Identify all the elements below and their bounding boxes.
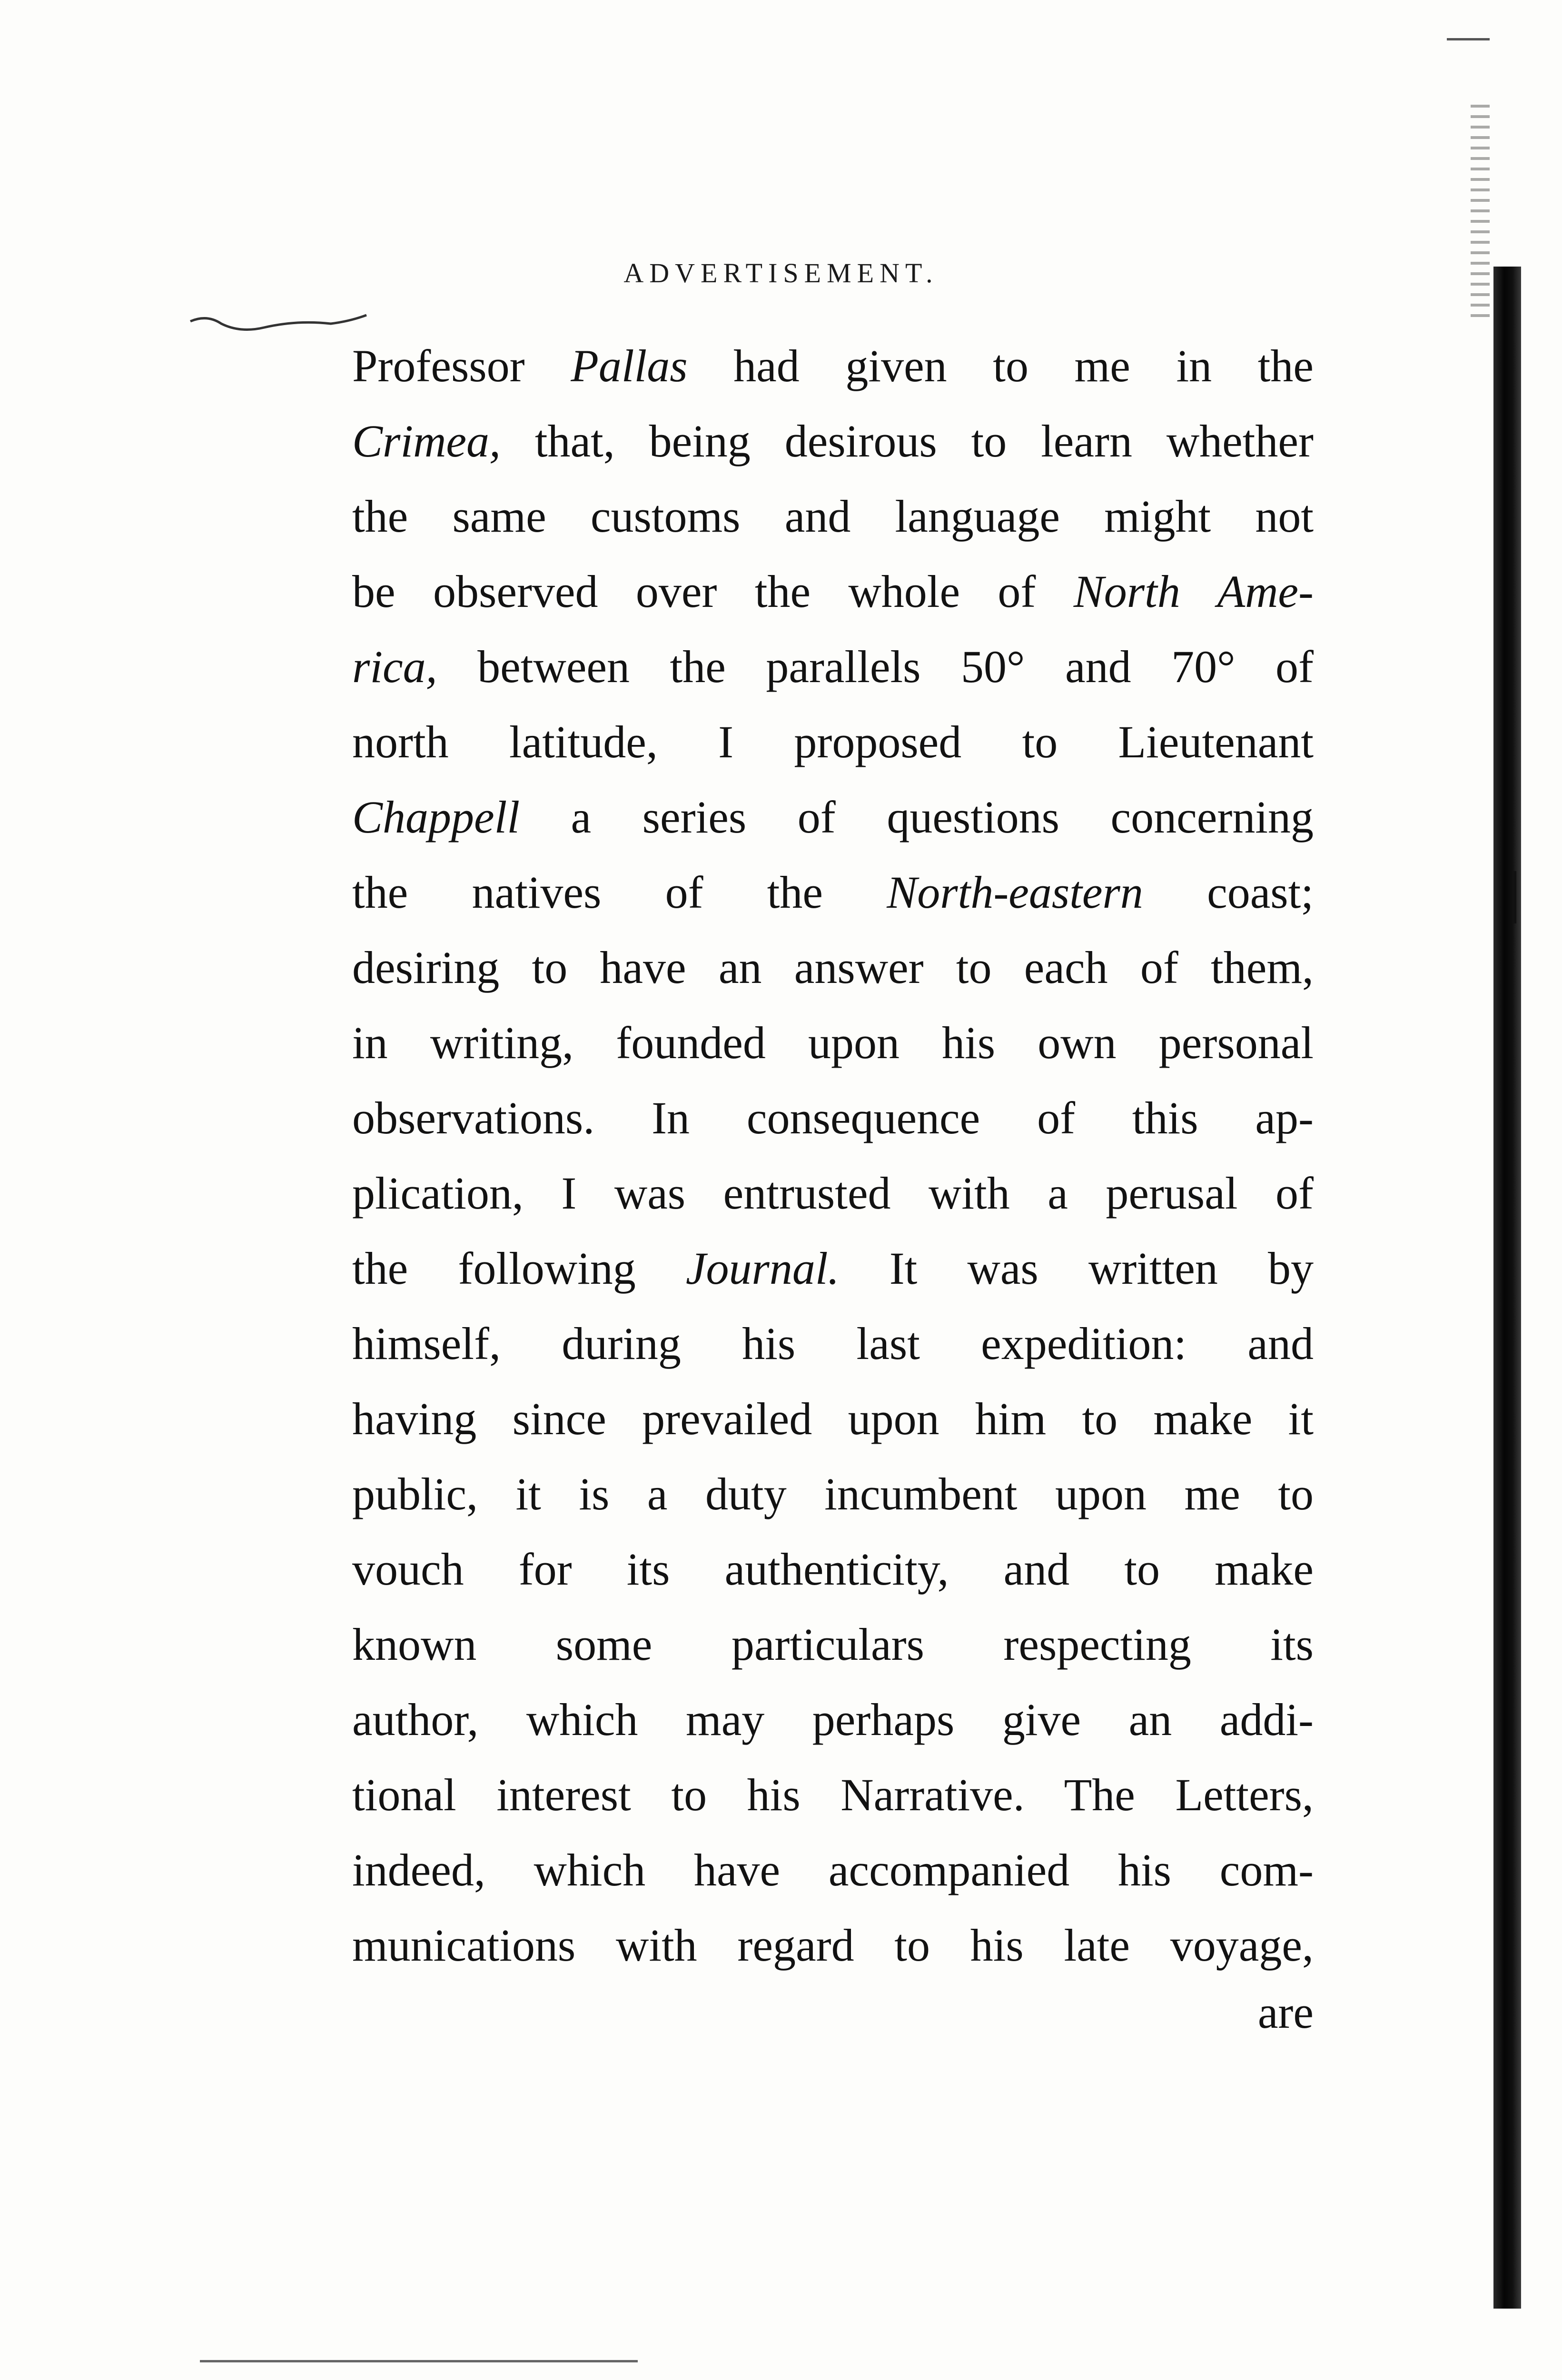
running-head: ADVERTISEMENT. [623,258,939,288]
text-line: munications with regard to his late voyage, [352,1920,1314,1971]
text-line: plication, I was entrusted with a perusal of [352,1168,1314,1219]
text-line: observations. In consequence of this ap- [352,1092,1314,1143]
body-text [352,328,1314,2058]
text-line: north latitude, I proposed to Lieutenant [352,716,1314,767]
text-line: Crimea, that, being desirous to learn whether [352,416,1314,466]
text-line: known some particulars respecting its [352,1619,1314,1670]
text-line: indeed, which have accompanied his com- [352,1844,1314,1895]
text-line: having since prevailed upon him to make it [352,1393,1314,1444]
text-line: desiring to have an answer to each of them, [352,942,1314,993]
text-line: in writing, founded upon his own personal [352,1017,1314,1068]
text-line: author, which may perhaps give an addi- [352,1694,1314,1745]
catchword: are [1257,1987,1314,2038]
bottom-scan-rule [200,2360,638,2362]
text-line: rica, between the parallels 50° and 70° of [352,641,1314,692]
text-line: Professor Pallas had given to me in the [352,340,1314,391]
scan-mark [1447,38,1490,40]
page-edge-speckle [1471,105,1490,324]
page-edge-notch [1513,871,1516,923]
text-line: the same customs and language might not [352,491,1314,542]
text-line: the natives of the North-eastern coast; [352,867,1314,918]
margin-pen-stroke [188,309,369,338]
text-line: Chappell a series of questions concerning [352,792,1314,843]
text-line: be observed over the whole of North Ame- [352,566,1314,617]
text-line: the following Journal. It was written by [352,1243,1314,1294]
text-line: tional interest to his Narrative. The Letters, [352,1769,1314,1820]
text-line: public, it is a duty incumbent upon me to [352,1468,1314,1519]
text-line: vouch for its authenticity, and to make [352,1544,1314,1595]
text-line: himself, during his last expedition: and [352,1318,1314,1369]
text-line [352,1983,1314,2058]
page-edge-shadow [1493,267,1521,2309]
